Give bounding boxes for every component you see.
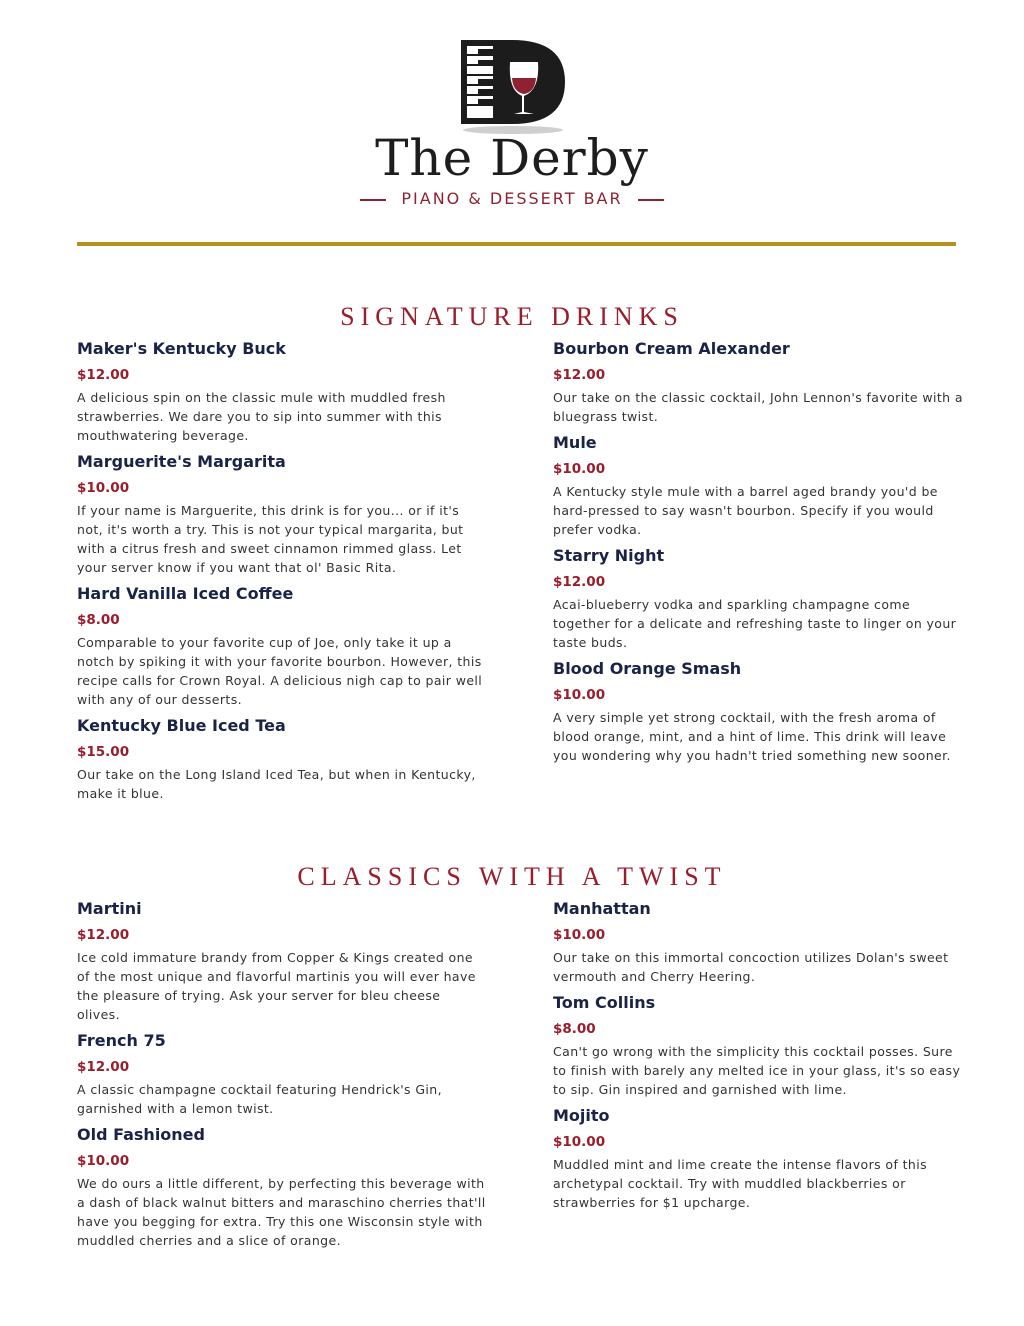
item-name: Starry Night [553,546,665,565]
menu-item [77,898,487,1024]
section-title-signature-drinks: SIGNATURE DRINKS [340,302,684,331]
item-description: Our take on the classic cocktail, John Lennon's favorite with a bluegrass twist. [553,390,963,424]
item-price: $15.00 [77,744,130,760]
menu-item [553,1105,963,1212]
item-description: Ice cold immature brandy from Copper & Kings created one of the most unique and flavorful martinis you will ever have the pleasure of trying. Ask your server for bleu cheese olives. [77,950,476,1022]
item-price: $10.00 [553,687,606,703]
menu-item [553,432,963,539]
menu-item [77,715,487,803]
menu-item [553,898,963,986]
item-price: $10.00 [553,927,606,943]
item-description: A Kentucky style mule with a barrel aged brandy you'd be hard-pressed to say wasn't bourbon. Specify if you would prefer vodka. [553,484,938,537]
classics-left-column [77,898,487,1256]
item-name: Maker's Kentucky Buck [77,339,286,358]
menu-item [77,583,487,709]
brand-subtitle [0,188,1024,210]
item-price: $10.00 [553,461,606,477]
menu-item [553,338,963,426]
signature-right-column [553,338,963,771]
item-price: $12.00 [77,927,130,943]
menu-item [553,658,963,765]
item-price: $10.00 [77,480,130,496]
item-description: Our take on the Long Island Iced Tea, but when in Kentucky, make it blue. [77,767,476,801]
item-name: French 75 [77,1031,166,1050]
item-price: $12.00 [553,574,606,590]
item-price: $12.00 [77,367,130,383]
subtitle-text: PIANO & DESSERT BAR [401,189,623,208]
item-description: A classic champagne cocktail featuring Hendrick's Gin, garnished with a lemon twist. [77,1082,442,1116]
item-description: If your name is Marguerite, this drink is for you... or if it's not, it's worth a try. This is not your typical margarita, but with a citrus fresh and sweet cinnamon rimmed glass. Let your server know if you want that ol' Basic Rita. [77,503,464,575]
item-name: Martini [77,899,142,918]
item-description: Can't go wrong with the simplicity this cocktail posses. Sure to finish with barely any melted ice in your glass, it's so easy to sip. Gin inspired and garnished with lime. [553,1044,961,1097]
item-name: Mule [553,433,597,452]
item-name: Bourbon Cream Alexander [553,339,790,358]
menu-item [77,451,487,577]
subtitle-dash-right [638,199,664,201]
item-name: Old Fashioned [77,1125,205,1144]
menu-item [553,992,963,1099]
item-name: Hard Vanilla Iced Coffee [77,584,294,603]
item-description: A delicious spin on the classic mule with muddled fresh strawberries. We dare you to sip into summer with this mouthwatering beverage. [77,390,446,443]
item-price: $10.00 [77,1153,130,1169]
item-description: Muddled mint and lime create the intense flavors of this archetypal cocktail. Try with muddled blackberries or strawberries for $1 upcharge. [553,1157,928,1210]
section-title-classics-with-a-twist: CLASSICS WITH A TWIST [297,862,727,891]
menu-item [553,545,963,652]
brand-name: The Derby [375,129,649,187]
item-name: Mojito [553,1106,610,1125]
item-description: Acai-blueberry vodka and sparkling champagne come together for a delicate and refreshing taste to linger on your taste buds. [553,597,957,650]
menu-item [77,338,487,445]
item-name: Blood Orange Smash [553,659,742,678]
item-price: $12.00 [77,1059,130,1075]
item-name: Tom Collins [553,993,656,1012]
item-description: We do ours a little different, by perfecting this beverage with a dash of black walnut bitters and maraschino cherries that'll have you begging for extra. Try this one Wisconsin style with muddled cherries and a slice of orange. [77,1176,486,1248]
menu-item [77,1030,487,1118]
item-description: Our take on this immortal concoction utilizes Dolan's sweet vermouth and Cherry Heering. [553,950,949,984]
subtitle-dash-left [360,199,386,201]
item-description: Comparable to your favorite cup of Joe, only take it up a notch by spiking it with your favorite bourbon. However, this recipe calls for Crown Royal. A delicious nigh cap to pair well with any of our desserts. [77,635,483,707]
classics-right-column [553,898,963,1218]
item-price: $12.00 [553,367,606,383]
menu-item [77,1124,487,1250]
item-price: $10.00 [553,1134,606,1150]
item-name: Manhattan [553,899,651,918]
item-price: $8.00 [77,612,120,628]
signature-left-column [77,338,487,809]
item-description: A very simple yet strong cocktail, with the fresh aroma of blood orange, mint, and a hint of lime. This drink will leave you wondering why you hadn't tried something new sooner. [553,710,951,763]
item-price: $8.00 [553,1021,596,1037]
item-name: Kentucky Blue Iced Tea [77,716,286,735]
gold-divider [77,242,956,246]
item-name: Marguerite's Margarita [77,452,286,471]
